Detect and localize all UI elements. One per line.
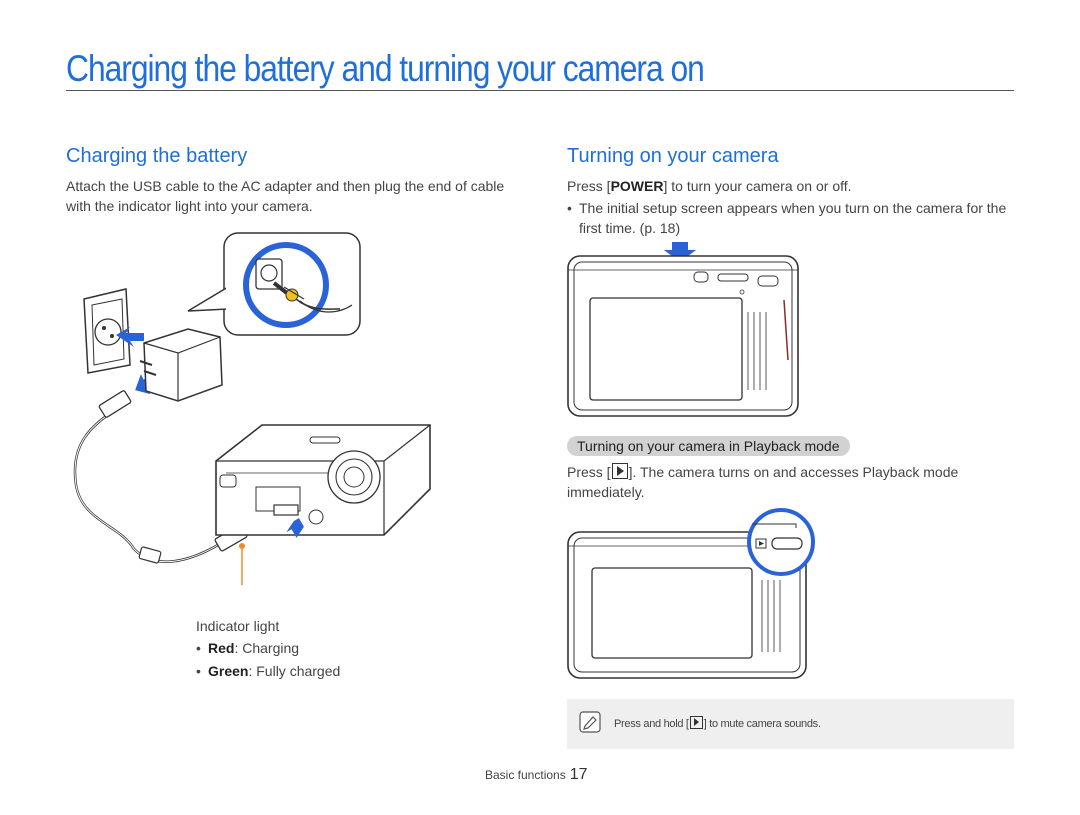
setup-note-list (567, 198, 1007, 238)
note-text (614, 716, 821, 730)
camera-side-view (216, 425, 430, 535)
list-item (196, 638, 340, 658)
playback-mode-label: Turning on your camera in Playback mode (567, 436, 850, 456)
list-item (196, 661, 340, 681)
playback-instruction (567, 462, 1007, 502)
turning-on-heading: Turning on your camera (567, 145, 779, 167)
playback-prefix: Press [ (567, 464, 611, 480)
note-suffix: ] to mute camera sounds. (703, 718, 821, 730)
ac-adapter (140, 329, 222, 401)
status-green-desc: : Fully charged (248, 663, 341, 679)
title-divider (66, 90, 1014, 91)
camera-back-illustration (566, 240, 802, 420)
page-footer (485, 766, 588, 784)
status-green: Green (208, 663, 249, 679)
power-key: POWER (610, 178, 664, 194)
list-item: • The initial setup screen appears when you turn on the camera for the first time. (p. 18) (567, 198, 1007, 238)
note-prefix: Press and hold [ (614, 718, 689, 730)
note-box (567, 699, 1014, 749)
usb-cable (75, 407, 218, 562)
playback-icon (612, 463, 628, 479)
plug-callout (188, 233, 360, 335)
playback-suffix: ]. The camera turns on and accesses Playback mode immediately. (567, 464, 959, 500)
camera-playback-illustration (566, 508, 818, 680)
indicator-status-list (196, 638, 340, 681)
footer-section: Basic functions (485, 768, 566, 782)
power-suffix: ] to turn your camera on or off. (663, 178, 852, 194)
power-prefix: Press [ (567, 178, 611, 194)
charging-instructions: Attach the USB cable to the AC adapter and then plug the end of cable with the indicator light into your camera. (66, 178, 505, 214)
indicator-light-label: Indicator light (196, 618, 280, 634)
status-red: Red (208, 640, 235, 656)
power-instruction (567, 176, 852, 196)
playback-icon (690, 716, 703, 729)
status-red-desc: : Charging (234, 640, 300, 656)
charging-heading: Charging the battery (66, 145, 248, 167)
charging-illustration (60, 225, 480, 585)
page-number: 17 (569, 766, 588, 783)
page-title: Charging the battery and turning your camera on (66, 48, 704, 89)
note-icon (579, 711, 601, 733)
